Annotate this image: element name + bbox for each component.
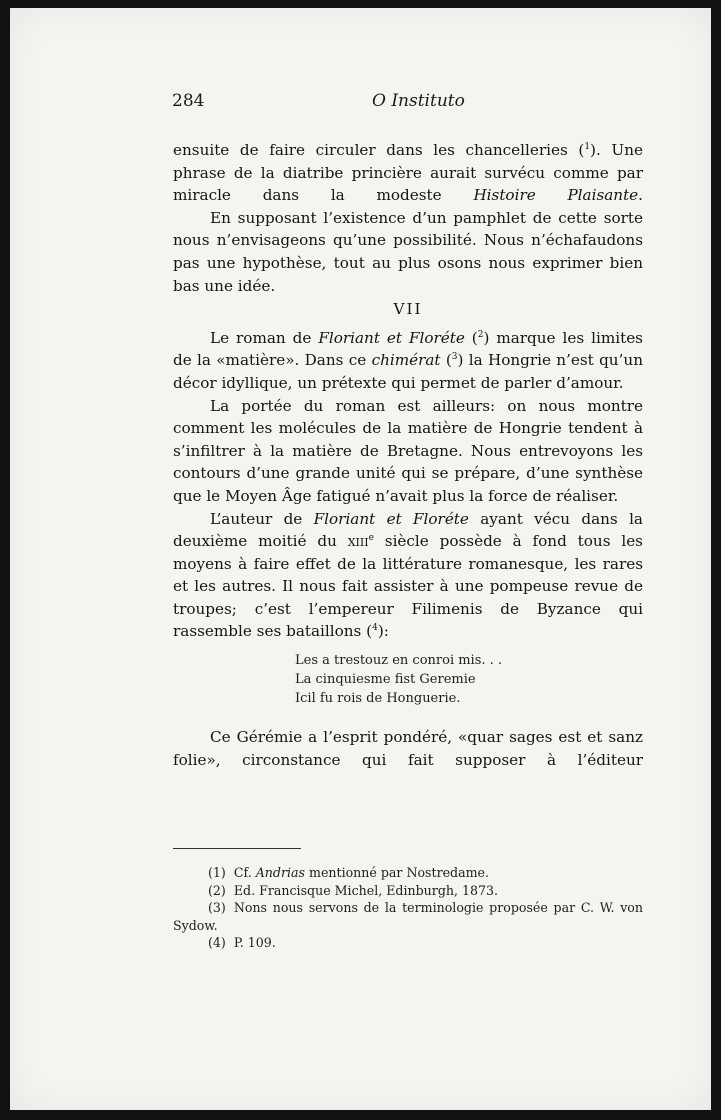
work-title: Floriant et Floréte	[318, 328, 465, 347]
footnote-mark: (1)	[208, 865, 226, 880]
footnotes	[173, 864, 643, 952]
paragraph-5: L’auteur de Floriant et Floréte ayant vécu dans la deuxième moitié du xiii$^e$ siècle possède à fond tous les moyens à faire effet de la littérature romanesque, les rares et les autres. Il nous fait assister à une pompeuse revue de troupes; c’est l’empereur Filimenis de Byzance qui rassemble ses bataillons ($^4$):	[173, 509, 643, 641]
footnote-ref: 4	[372, 623, 378, 634]
verse-quotation	[295, 651, 643, 708]
paragraph-3: Le roman de Floriant et Floréte ($^2$) marque les limites de la «matière». Dans ce chimérat ($^3$) la Hongrie n’est qu’un décor idyllique, un prétexte qui permet de parler d’amour.	[173, 328, 643, 392]
century-numeral: xiii	[347, 532, 369, 551]
paragraph-4: La portée du roman est ailleurs: on nous montre comment les molécules de la matière de Hongrie tendent à s’infiltrer à la matière de Bretagne. Nous entrevoyons les contours d’une grande unité qui se prépare, d’une synthèse que le Moyen Âge fatigué n’avait plus la force de réaliser.	[173, 396, 643, 505]
paragraph-6: Ce Gérémie a l’esprit pondéré, «quar sages est et sanz folie», circonstance qui fait supposer à l’éditeur	[173, 728, 643, 769]
footnote-divider	[173, 848, 301, 849]
paragraph-2: En supposant l’existence d’un pamphlet de cette sorte nous n’envisageons qu’une possibilité. Nous n’échafaudons pas une hypothèse, tout au plus osons nous exprimer bien bas une idée.	[173, 208, 643, 295]
verse-line: La cinquiesme fist Geremie	[295, 672, 476, 688]
paragraph-1: ensuite de faire circuler dans les chancelleries ($^1$). Une phrase de la diatribe princière aurait survécu comme par miracle dans la modeste Histoire Plaisante.	[173, 141, 643, 205]
italic-term: chimérat	[371, 351, 441, 370]
section-heading: VII	[393, 300, 423, 319]
footnote-ref: 1	[584, 141, 591, 152]
footnote-mark: (2)	[208, 882, 226, 898]
verse-line: Icil fu rois de Honguerie.	[295, 691, 461, 707]
ordinal-suffix: e	[368, 533, 374, 544]
book-page	[10, 8, 711, 1110]
footnote-mark: (4)	[208, 935, 226, 950]
verse-line: Les a trestouz en conroi mis. . .	[295, 653, 503, 669]
footnote-2: (2) Ed. Francisque Michel, Edinburgh, 1873.	[208, 882, 499, 898]
footnote-ref: 2	[477, 329, 484, 340]
footnote-4: (4) P. 109.	[208, 935, 276, 950]
main-text	[173, 139, 643, 771]
footnote-3: (3) Nons nous servons de la terminologie proposée par C. W. von Sydow.	[173, 900, 643, 933]
running-title: O Instituto	[372, 91, 465, 111]
work-title: Histoire Plaisante	[473, 186, 639, 205]
footnote-1: (1) Cf. Andrias mentionné par Nostredame.	[208, 865, 490, 880]
footnote-ref: 3	[451, 352, 458, 363]
work-title: Floriant et Floréte	[313, 509, 469, 528]
page-number: 284	[172, 91, 205, 111]
footnote-mark: (3)	[208, 900, 226, 915]
